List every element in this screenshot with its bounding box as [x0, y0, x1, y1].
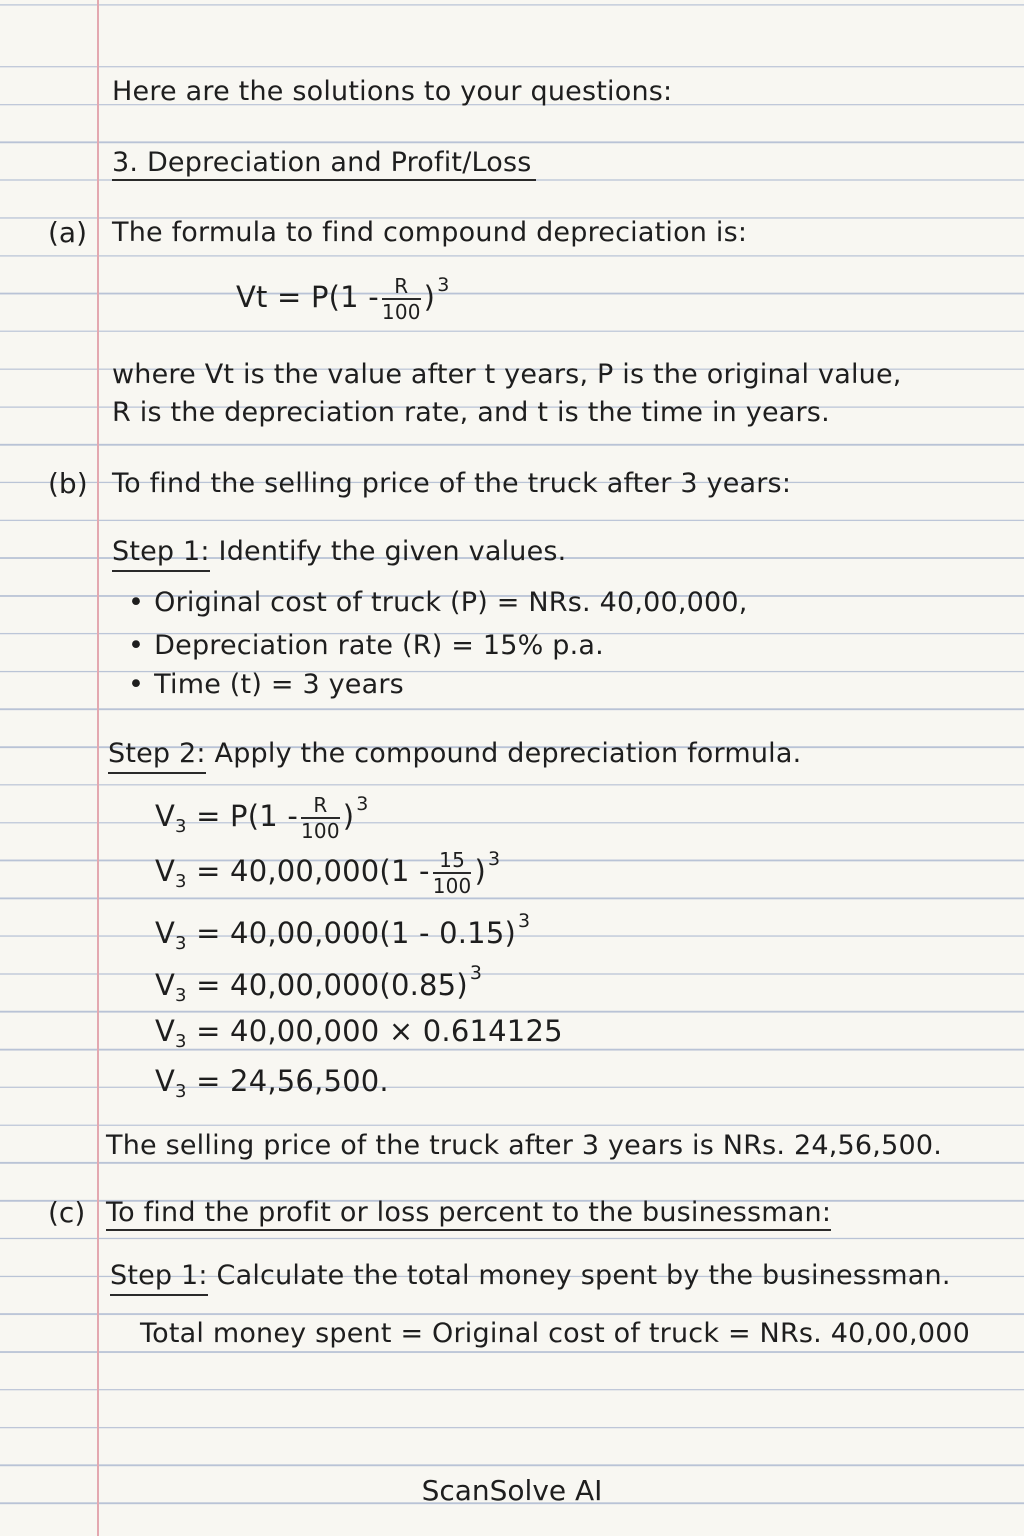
calc-v: V: [155, 968, 176, 1002]
part-b-conclusion: The selling price of the truck after 3 years is NRs. 24,56,500.: [106, 1130, 942, 1161]
calc-line-2-den: 100: [432, 874, 472, 898]
calc-line-2-fraction: [433, 850, 472, 896]
calc-line-1-pre: = P(1 -: [196, 799, 298, 833]
part-c-step1-label: Step 1:: [110, 1260, 208, 1296]
calc-line-6: [155, 1064, 389, 1102]
calc-v: V: [155, 799, 176, 833]
calc-v: V: [155, 1064, 176, 1098]
intro-text: Here are the solutions to your questions:: [112, 76, 673, 107]
formula-fraction: [382, 276, 421, 322]
calc-line-1-den: 100: [300, 819, 340, 843]
formula-depreciation: [236, 276, 449, 322]
bullet-time: • Time (t) = 3 years: [128, 671, 404, 698]
part-c-step1: [110, 1262, 951, 1289]
bullet-original-cost: • Original cost of truck (P) = NRs. 40,00,000,: [128, 589, 748, 616]
calc-line-5: [155, 1014, 563, 1052]
calc-sub: 3: [175, 933, 187, 954]
calc-line-1-close: ): [342, 799, 355, 833]
calc-v: V: [155, 1014, 176, 1048]
margin-line: [97, 0, 99, 1536]
where-line-2: R is the depreciation rate, and t is the time in years.: [112, 397, 830, 428]
formula-rhs: = P(1 -: [277, 280, 379, 314]
footer-brand: ScanSolve AI: [421, 1474, 603, 1507]
calc-line-4-text: = 40,00,000(0.85): [196, 968, 468, 1002]
where-line-1: where Vt is the value after t years, P is the original value,: [112, 359, 902, 390]
calc-line-4: [155, 964, 482, 1005]
calc-line-2-close: ): [474, 854, 486, 888]
calc-line-3-exp: 3: [517, 910, 531, 932]
calc-line-3: [155, 912, 530, 953]
formula-exponent: 3: [437, 274, 450, 296]
calc-line-2-pre: = 40,00,000(1 -: [196, 854, 430, 888]
step1-text: Identify the given values.: [218, 536, 567, 567]
calc-sub: 3: [175, 816, 187, 837]
calc-line-1-num: R: [301, 795, 340, 819]
section-title: 3. Depreciation and Profit/Loss: [112, 149, 536, 181]
part-b-label: (b): [48, 467, 88, 500]
calc-line-2: [155, 850, 500, 896]
calc-line-1-fraction: [301, 795, 340, 841]
calc-line-3-text: = 40,00,000(1 - 0.15): [196, 916, 516, 950]
calc-sub: 3: [175, 871, 187, 892]
part-b-step2: [108, 740, 801, 767]
part-a-text: The formula to find compound depreciation is:: [112, 217, 748, 248]
formula-numerator: R: [382, 276, 421, 300]
step1-label: Step 1:: [112, 536, 210, 572]
calc-line-1-exp: 3: [356, 793, 369, 815]
calc-line-4-exp: 3: [469, 962, 483, 984]
part-c-label: (c): [48, 1196, 86, 1229]
calc-sub: 3: [175, 1031, 187, 1052]
part-b-step1: [112, 538, 566, 565]
formula-denominator: 100: [381, 300, 421, 324]
total-money-spent: Total money spent = Original cost of truck = NRs. 40,00,000: [140, 1318, 970, 1349]
calc-sub: 3: [175, 1081, 187, 1102]
step2-text: Apply the compound depreciation formula.: [214, 738, 802, 769]
part-c-text: To find the profit or loss percent to the businessman:: [106, 1199, 831, 1231]
calc-v: V: [155, 916, 176, 950]
formula-lhs: Vt: [236, 280, 268, 314]
bullet-depreciation-rate: • Depreciation rate (R) = 15% p.a.: [128, 632, 604, 659]
part-c-step1-text: Calculate the total money spent by the businessman.: [216, 1260, 951, 1291]
formula-close: ): [423, 280, 436, 314]
step2-label: Step 2:: [108, 738, 206, 774]
calc-line-1: [155, 795, 369, 841]
calc-sub: 3: [175, 985, 187, 1006]
calc-line-2-exp: 3: [487, 848, 501, 870]
calc-line-2-num: 15: [433, 850, 472, 874]
part-a-label: (a): [48, 216, 88, 249]
calc-v: V: [155, 854, 176, 888]
calc-line-6-text: = 24,56,500.: [196, 1064, 389, 1098]
part-b-text: To find the selling price of the truck after 3 years:: [112, 468, 792, 499]
calc-line-5-text: = 40,00,000 × 0.614125: [196, 1014, 563, 1048]
